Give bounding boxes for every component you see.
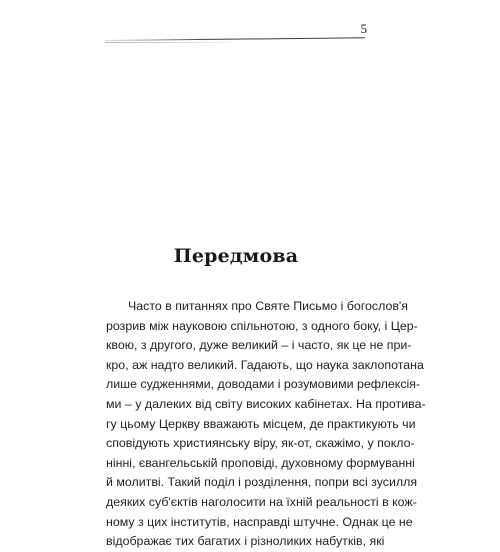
text-line: квою, з другого, дуже великий – і часто, як це не при-: [106, 338, 412, 353]
text-line: й молитві. Такий поділ і розділення, попри всі зусилля: [106, 475, 418, 490]
text-line: ми – у далеких від світу високих кабінетах. На протива-: [106, 396, 426, 411]
text-line: Часто в питаннях про Святе Письмо і богослов'я: [128, 299, 408, 313]
header-rule-shadow: [105, 42, 235, 43]
text-line: кро, аж надто великий. Гадають, що наука заклопотана: [106, 357, 424, 372]
text-line: ному з цих інститутів, насправді штучне. Однак це не: [106, 514, 413, 529]
text-line: деяких суб'єктів наголосити на їхній реальності в кож-: [106, 494, 417, 509]
text-line: нінні, євангельській проповіді, духовному формуванні: [106, 455, 415, 470]
body-paragraph: [106, 297, 426, 552]
text-line: розрив між науковою спільнотою, з одного боку, і Цер-: [106, 318, 418, 333]
text-line: гу цьому Церкву вважають місцем, де практикують чи: [106, 416, 416, 431]
header-rule: [105, 37, 365, 41]
page-number: 5: [360, 21, 367, 36]
text-line: відображає тих багатих і різноликих набутків, які: [106, 534, 385, 549]
text-line: сповідують християнську віру, як-от, скажімо, у покло-: [106, 436, 415, 451]
text-line: лише судженнями, доводами і розумовими рефлексія-: [106, 377, 421, 392]
chapter-title: Передмова: [173, 245, 299, 267]
